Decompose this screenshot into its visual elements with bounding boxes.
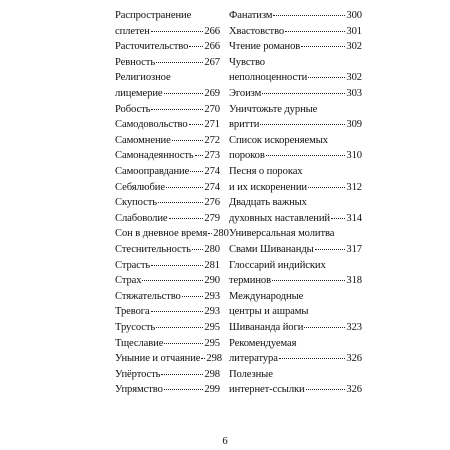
- toc-entry-title: Стеснительность: [115, 244, 191, 255]
- dot-leader: [266, 155, 346, 156]
- dot-leader: [142, 280, 203, 281]
- toc-entry-row: [229, 117, 362, 133]
- dot-leader: [164, 93, 204, 94]
- toc-entry-title-line: Международные: [229, 290, 304, 302]
- toc-entry: [229, 102, 362, 133]
- toc-entry-title: Самомнение: [115, 134, 171, 146]
- toc-entry-title: Упёртость: [115, 368, 161, 380]
- toc-entry: [115, 39, 220, 55]
- toc-entry-row: [115, 367, 220, 383]
- toc-entry-title: Уныние и отчаяние: [115, 353, 201, 365]
- dot-leader: [172, 140, 204, 141]
- toc-entry: [115, 304, 220, 320]
- toc-entry-row: [229, 86, 362, 102]
- toc-entry-title-line: Универсальная молитва: [229, 228, 335, 240]
- toc-entry-row: [115, 242, 220, 258]
- toc-entry-title: Чтение романов: [229, 41, 301, 53]
- dot-leader: [151, 311, 204, 312]
- toc-entry: [115, 226, 229, 242]
- toc-page-number: 326: [346, 384, 362, 396]
- dot-leader: [156, 327, 203, 328]
- dot-leader: [166, 187, 203, 188]
- toc-page-number: 270: [204, 103, 220, 115]
- toc-entry: [229, 367, 362, 398]
- toc-entry: [115, 8, 220, 39]
- dot-leader: [169, 218, 204, 219]
- toc-page-number: 298: [204, 368, 220, 380]
- dot-leader: [285, 31, 345, 32]
- toc-entry-row: [229, 211, 362, 227]
- toc-entry-row: [115, 180, 220, 196]
- toc-entry-row: [229, 39, 362, 55]
- dot-leader: [158, 202, 203, 203]
- toc-entry-title: Фанатизм: [229, 10, 273, 21]
- toc-entry-title-line: Песня о пороках: [229, 166, 303, 177]
- toc-entry: [229, 258, 362, 289]
- toc-entry-title: терминов: [229, 275, 272, 287]
- toc-page-number: 302: [346, 41, 362, 53]
- toc-entry-title-line: Религиозное: [115, 72, 171, 84]
- dot-leader: [192, 249, 204, 250]
- toc-entry-row: [115, 273, 220, 289]
- toc-entry-title: Слабоволие: [115, 212, 168, 224]
- toc-entry-title: Шивананда йоги: [229, 321, 304, 333]
- toc-entry-title: интернет-ссылки: [229, 384, 305, 396]
- toc-page-number: 273: [204, 150, 220, 162]
- dot-leader: [308, 77, 345, 78]
- toc-entry: [229, 226, 362, 257]
- toc-entry-row: [115, 289, 220, 305]
- toc-entry: [229, 39, 362, 55]
- toc-entry-title: сплетен: [115, 25, 150, 37]
- toc-entry-title-line: Чувство: [229, 56, 265, 68]
- toc-page-number: 295: [204, 322, 220, 333]
- toc-entry-row: [115, 148, 220, 164]
- toc-entry-row: [229, 8, 362, 24]
- toc-entry-title: Упрямство: [115, 384, 163, 396]
- toc-entry: [115, 180, 220, 196]
- toc-entry-title: Свами Шивананды: [229, 243, 314, 255]
- toc-page-number: 318: [346, 275, 362, 287]
- toc-entry-row: [115, 304, 220, 320]
- dot-leader: [304, 327, 345, 328]
- toc-entry-title-line: Уничтожьте дурные: [229, 103, 318, 115]
- dot-leader: [151, 31, 204, 32]
- toc-entry-row: [115, 211, 220, 227]
- toc-entry-row: [229, 382, 362, 398]
- toc-entry-title: Расточительство: [115, 41, 189, 53]
- toc-page-number: 326: [346, 353, 362, 365]
- dot-leader: [273, 15, 345, 16]
- toc-entry-row: [115, 320, 220, 336]
- page-number: 6: [222, 436, 228, 447]
- toc-entry-title: Тщеславие: [115, 337, 164, 349]
- toc-entry: [115, 351, 220, 367]
- toc-entry-row: [229, 148, 362, 164]
- toc-entry: [115, 164, 220, 180]
- dot-leader: [164, 389, 204, 390]
- toc-entry-title: литература: [229, 353, 278, 365]
- dot-leader: [308, 187, 345, 188]
- dot-leader: [195, 155, 204, 156]
- toc-entry-title: лицемерие: [115, 87, 163, 99]
- toc-entry-row: [115, 133, 220, 149]
- toc-page-number: 267: [204, 56, 220, 68]
- toc-entry: [229, 195, 362, 226]
- toc-page-number: 280: [213, 228, 229, 240]
- toc-page-number: 293: [204, 290, 220, 302]
- toc-page-number: 317: [346, 243, 362, 255]
- toc-page-number: 293: [204, 306, 220, 318]
- toc-entry-row: [115, 86, 220, 102]
- toc-entry-row: [229, 273, 362, 289]
- toc-entry: [229, 133, 362, 164]
- toc-entry: [115, 367, 220, 383]
- toc-entry-title-line: Полезные: [229, 368, 273, 380]
- toc-entry: [115, 242, 220, 258]
- dot-leader: [151, 109, 203, 110]
- toc-entry: [115, 148, 220, 164]
- toc-entry-row: [115, 351, 220, 367]
- toc-entry: [115, 55, 220, 71]
- toc-page-number: 274: [204, 166, 220, 177]
- toc-entry-row: [229, 320, 362, 336]
- toc-entry-title: духовных наставлений: [229, 212, 331, 224]
- dot-leader: [156, 62, 203, 63]
- toc-page-number: 314: [346, 212, 362, 224]
- toc-entry-title-line: Двадцать важных: [229, 197, 307, 209]
- toc-entry-row: [229, 351, 362, 367]
- toc-entry-row: [115, 195, 220, 211]
- toc-page-number: 266: [204, 25, 220, 37]
- toc-entry-title: Самодовольство: [115, 119, 188, 131]
- toc-entry-row: [115, 39, 220, 55]
- toc-page-number: 274: [204, 181, 220, 193]
- toc-entry: [229, 8, 362, 24]
- toc-entry: [115, 336, 220, 352]
- dot-leader: [279, 358, 346, 359]
- toc-page-number: 303: [346, 88, 362, 99]
- toc-entry: [229, 24, 362, 40]
- toc-entry: [229, 164, 362, 195]
- toc-entry-title: Трусость: [115, 322, 156, 333]
- toc-entry-title-line: Глоссарий индийских: [229, 259, 326, 271]
- toc-entry-row: [229, 70, 362, 86]
- toc-entry: [229, 336, 362, 367]
- toc-entry-title: пороков: [229, 150, 265, 162]
- toc-entry-title: Сон в дневное время: [115, 228, 208, 240]
- toc-entry-row: [115, 55, 220, 71]
- toc-entry-title: Себялюбие: [115, 181, 165, 193]
- dot-leader: [151, 265, 203, 266]
- toc-page-number: 266: [204, 41, 220, 53]
- toc-page-number: 271: [204, 119, 220, 131]
- toc-entry: [115, 117, 220, 133]
- dot-leader: [331, 218, 345, 219]
- toc-entry-row: [115, 117, 220, 133]
- toc-entry: [115, 70, 220, 101]
- toc-entry-title: Страх: [115, 275, 142, 287]
- dot-leader: [260, 124, 345, 125]
- toc-entry-title-line: Список искореняемых: [229, 134, 328, 146]
- toc-entry: [115, 133, 220, 149]
- toc-entry: [115, 289, 220, 305]
- toc-page-number: 280: [204, 244, 220, 255]
- toc-entry: [115, 211, 220, 227]
- toc-entry: [115, 258, 220, 274]
- toc-page-number: 309: [346, 119, 362, 131]
- toc-entry-title-line: Рекомендуемая: [229, 337, 297, 349]
- toc-entry-title: Эгоизм: [229, 88, 262, 99]
- toc-entry-row: [229, 180, 362, 196]
- toc-page-number: 295: [204, 337, 220, 349]
- toc-entry-title-line: Распространение: [115, 10, 192, 21]
- dot-leader: [208, 233, 212, 234]
- toc-entry-row: [115, 336, 220, 352]
- dot-leader: [201, 358, 205, 359]
- dot-leader: [189, 46, 203, 47]
- toc-entry-row: [115, 24, 220, 40]
- toc-page-number: 290: [204, 275, 220, 287]
- toc-entry-title: Самооправдание: [115, 166, 190, 177]
- toc-page-number: 298: [206, 353, 222, 365]
- toc-entry-row: [115, 164, 220, 180]
- toc-page-number: 299: [204, 384, 220, 396]
- dot-leader: [301, 46, 345, 47]
- toc-entry-row: [115, 102, 220, 118]
- dot-leader: [306, 389, 346, 390]
- toc-page-number: 272: [204, 134, 220, 146]
- toc-entry-title: вритти: [229, 119, 260, 131]
- toc-entry: [115, 382, 220, 398]
- toc-entry: [229, 86, 362, 102]
- toc-page-number: 281: [204, 259, 220, 271]
- toc-entry-row: [229, 242, 362, 258]
- toc-entry-title: Ревность: [115, 56, 156, 68]
- toc-page-number: 269: [204, 87, 220, 99]
- toc-entry-title: Робость: [115, 103, 151, 115]
- toc-page-number: 310: [346, 150, 362, 162]
- toc-entry-title: Страсть: [115, 259, 151, 271]
- toc-entry-title: Самонадеянность: [115, 150, 194, 162]
- toc-page-number: 279: [204, 212, 220, 224]
- toc-entry-title-line: центры и ашрамы: [229, 306, 309, 318]
- toc-page-number: 323: [346, 321, 362, 333]
- toc-entry: [115, 273, 220, 289]
- dot-leader: [272, 280, 345, 281]
- toc-page-number: 300: [346, 10, 362, 21]
- toc-entry-row: [115, 226, 229, 242]
- toc-entry-title: Скупость: [115, 197, 157, 209]
- toc-entry-title: неполноценности: [229, 72, 308, 84]
- toc-page-number: 301: [346, 25, 362, 37]
- dot-leader: [262, 93, 345, 94]
- toc-entry: [115, 102, 220, 118]
- toc-entry-row: [115, 258, 220, 274]
- dot-leader: [190, 171, 203, 172]
- toc-entry-title: Хвастовство: [229, 25, 285, 37]
- dot-leader: [189, 124, 204, 125]
- toc-page-number: 302: [346, 72, 362, 84]
- toc-entry: [229, 55, 362, 86]
- toc-entry: [115, 320, 220, 336]
- dot-leader: [161, 374, 203, 375]
- toc-entry-title: Тревога: [115, 306, 150, 318]
- dot-leader: [164, 343, 203, 344]
- toc-entry-row: [115, 382, 220, 398]
- toc-entry: [115, 195, 220, 211]
- dot-leader: [315, 249, 346, 250]
- toc-entry-row: [229, 24, 362, 40]
- toc-page-number: 276: [204, 197, 220, 209]
- toc-entry-title: Стяжательство: [115, 290, 181, 302]
- dot-leader: [182, 296, 204, 297]
- toc-entry: [229, 289, 362, 336]
- toc-page-number: 312: [346, 181, 362, 193]
- toc-entry-title: и их искоренении: [229, 181, 307, 193]
